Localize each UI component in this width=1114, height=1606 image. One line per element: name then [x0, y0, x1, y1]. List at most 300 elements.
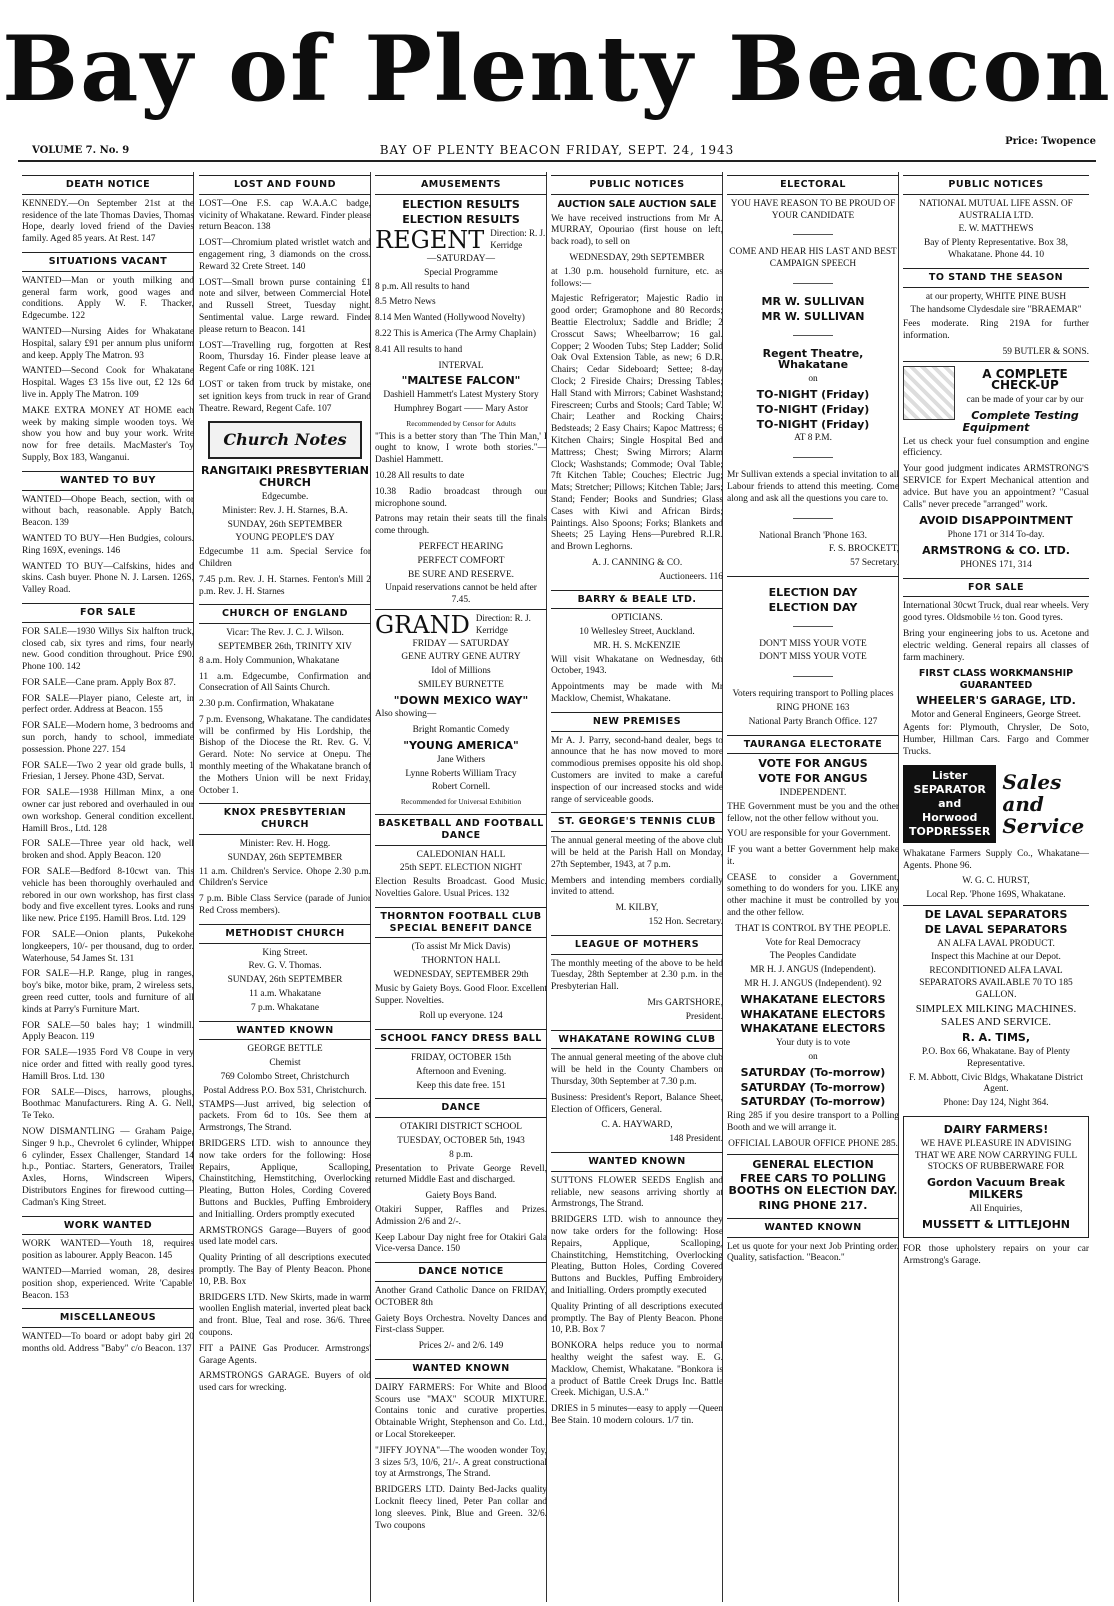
text: 7 p.m. Evensong, Whakatane. The candidates will be confirmed by His Lordship, the Bishop of the Diocese the Rt. Rev. G. V. Gerard. Note: No service at Onepu. The monthly meeting of the Whakatane branch of the Mothers Union will be next Friday, October 1. [199, 714, 371, 796]
text: Recommended for Universal Exhibition [400, 797, 522, 807]
text: The monthly meeting of the above to be held Tuesday, 28th September at 2.30 p.m. in the Presbyterian Hall. [551, 958, 723, 993]
text: Presentation to Private George Revell, returned Middle East and discharged. [375, 1163, 547, 1186]
lister-logo: Lister SEPARATOR and Horwood TOPDRESSER [903, 765, 996, 843]
text: Edgecumbe 11 a.m. Special Service for Children [199, 547, 371, 569]
ad: WANTED—To board or adopt baby girl 20 months old. Address "Baby" c/o Beacon. 137 [22, 1332, 194, 1354]
section-heading: ST. GEORGE'S TENNIS CLUB [551, 812, 723, 832]
section-heading: AMUSEMENTS [375, 175, 547, 195]
text: FREE CARS TO POLLING BOOTHS ON ELECTION DAY. [728, 1172, 898, 1198]
text: "MALTESE FALCON" [401, 374, 521, 388]
text: INDEPENDENT. [779, 787, 847, 798]
section-heading: WANTED KNOWN [375, 1359, 547, 1379]
text: COME AND HEAR HIS LAST AND BEST CAMPAIGN SPEECH [729, 247, 897, 270]
ad: FOR SALE—Bedford 8-10cwt van. This vehicle has been thoroughly overhauled and rebored in our own workshop, has first class body and five excellent tyres. Looks and runs like new. Price £195. Hamill Bros. Ltd. 129 [22, 867, 194, 925]
text: Inspect this Machine at our Depot. [931, 952, 1061, 963]
text: Music by Gaiety Boys. Good Floor. Excellent Supper. Novelties. [375, 983, 547, 1006]
text: SIMPLEX MILKING MACHINES. [915, 1002, 1077, 1015]
text: Edgecumbe. [261, 491, 309, 502]
text: 10.28 All results to date [375, 470, 465, 481]
text: President. [685, 1011, 723, 1022]
ad: WANTED—Second Cook for Whakatane Hospital. Wages £3 15s live out, £2 12s 6d live in. Apply The Matron. 109 [22, 366, 194, 400]
text: "This is a better story than 'The Thin Man,' I ought to know, I wrote both stories."—Dashiel Hammett. [375, 431, 547, 466]
text: SALES AND SERVICE. [940, 1016, 1052, 1029]
section-heading: SCHOOL FANCY DRESS BALL [375, 1029, 547, 1049]
text: Unpaid reservations cannot be held after 7.45. [385, 583, 537, 606]
text: Chemist [269, 1058, 301, 1069]
ad: FOR SALE—Player piano, Celeste art, in perfect order. Address at Beacon. 155 [22, 693, 194, 716]
section-heading: WANTED KNOWN [199, 1021, 371, 1041]
text: Otakiri Supper, Raffles and Prizes. Admission 2/6 and 2/-. [375, 1204, 547, 1227]
text: MR H. J. ANGUS (Independent). 92 [744, 979, 882, 990]
ad: ARMSTRONGS GARAGE. Buyers of old used cars for wrecking. [199, 1371, 371, 1394]
text: National Party Branch Office. 127 [748, 716, 878, 727]
text: 57 Secretary. [850, 558, 899, 569]
text: MR W. SULLIVAN [761, 294, 865, 308]
text: WHAKATANE ELECTORS [740, 1022, 886, 1036]
ad: FOR SALE—Discs, harrows, ploughs, Boothmac Manufacturers. Ring A. G. Nell, Te Teko. [22, 1087, 194, 1122]
text: 11 a.m. Whakatane [249, 989, 321, 1000]
section-heading: WHAKATANE ROWING CLUB [551, 1030, 723, 1050]
church-heading: METHODIST CHURCH [199, 924, 371, 944]
ad: NOW DISMANTLING — Graham Paige, Singer 9 h.p., Chevrolet 6 cylinder, Whippet 6 cylinder, Essex Challenger, Standard 14 h.p., Pontiac. Starters, Generators, Trailer Axles, Horns, Windscreen Wipers, Distributors Engines for firewood cutting—Cadman's King Street. [22, 1126, 194, 1208]
dairy-farmers-box [903, 1116, 1089, 1238]
text: Lynne Roberts William Tracy [405, 768, 517, 779]
text: Motor and General Engineers, George Street. [911, 709, 1081, 720]
text: ELECTION RESULTS [402, 197, 520, 211]
ad: FOR SALE—1938 Hillman Minx, a one owner car just rebored and overhauled in our own workshop. General condition excellent. Hamill Bros., Ltd. 128 [22, 788, 194, 834]
text: Gordon Vacuum Break MILKERS [927, 1176, 1065, 1201]
text: GENERAL ELECTION [727, 1154, 899, 1171]
divider [793, 283, 833, 284]
text: F. S. BROCKETT, [828, 544, 899, 555]
section-heading: WANTED KNOWN [727, 1218, 899, 1238]
ad: BRIDGERS LTD. Dainty Bed-Jacks quality Locknit fleecy lined, Peter Pan collar and long sleeves. Pink, Blue and Green. 32/6. Two coupons [375, 1485, 547, 1531]
text: at our property, WHITE PINE BUSH [925, 291, 1067, 302]
notice: KENNEDY.—On September 21st at the residence of the late Thomas Davies, Thomas Hope, dearly loved friend of the Davies family. Aged 85 years. At Rest. 147 [22, 198, 194, 245]
text: PHONES 171, 314 [960, 559, 1032, 570]
text: SATURDAY (To-morrow) [740, 1065, 886, 1079]
masthead-title: Bay of Plenty Beacon [2, 16, 1112, 122]
divider [793, 626, 833, 627]
text: Agents for: Plymouth, Chrysler, De Soto, Humber, Hillman Cars. Fargo and Commer Trucks. [903, 723, 1089, 758]
text: SEPTEMBER 26th, TRINITY XIV [218, 641, 352, 652]
text: THE Government must be you and the other fellow, not the other fellow without you. [727, 801, 899, 824]
text: E. W. MATTHEWS [958, 224, 1034, 235]
ad: WANTED TO BUY—Hen Budgies, colours. Ring 169X, evenings. 146 [22, 533, 194, 556]
text: 10 Wellesley Street, Auckland. [579, 627, 695, 638]
text: DON'T MISS YOUR VOTE [759, 652, 867, 663]
text: WHAKATANE ELECTORS [740, 992, 886, 1006]
text: The annual general meeting of the above club will be held at the Parish Hall on Monday, 27th September, 1943, at 7 p.m. [551, 836, 723, 870]
text: SUNDAY, 26th SEPTEMBER [227, 852, 343, 863]
text: C. A. HAYWARD, [601, 1120, 673, 1131]
text: BE SURE AND RESERVE. [407, 569, 515, 580]
ad: FOR SALE—Three year old hack, well broken and shod. Apply Beacon. 120 [22, 839, 194, 862]
column-lost-found-churches [199, 175, 371, 1597]
text: INTERVAL [438, 360, 484, 371]
section-heading: NEW PREMISES [551, 712, 723, 732]
text: Election Results Broadcast. Good Music. Novelties Galore. Usual Prices. 132 [375, 877, 547, 900]
divider [793, 457, 833, 458]
text: Phone 171 or 314 To-day. [947, 530, 1045, 541]
text: Recommended by Censor for Adults [406, 418, 516, 428]
text: International 30cwt Truck, dual rear wheels. Very good tyres. Oldsmobile ½ ton. Good tyres. [903, 601, 1089, 624]
text: 8.14 Men Wanted (Hollywood Novelty) [375, 313, 525, 324]
text: Special Programme [424, 267, 498, 278]
text: Dashiell Hammett's Latest Mystery Story [383, 390, 539, 401]
text: DE LAVAL SEPARATORS [903, 905, 1089, 921]
text: ARMSTRONG & CO. LTD. [922, 543, 1070, 557]
text: YOUNG PEOPLE'S DAY [235, 533, 335, 544]
text: (To assist Mr Mick Davis) [411, 942, 511, 953]
text: SATURDAY (To-morrow) [740, 1095, 886, 1109]
text: can be made of your car by our [966, 395, 1084, 406]
sales-service-text: Sales and Service [1002, 769, 1085, 838]
text: Members and intending members cordially invited to attend. [551, 875, 723, 898]
text: ELECTION RESULTS [402, 212, 520, 226]
text: OTAKIRI DISTRICT SCHOOL [400, 1122, 522, 1133]
text: Direction: R. J. Kerridge [490, 228, 546, 251]
text: Auctioneers. 116 [659, 571, 723, 582]
text: Roll up everyone. 124 [419, 1011, 503, 1022]
text: 769 Colombo Street, Christchurch [220, 1072, 350, 1083]
text: CEASE to consider a Government, something to do wonders for you. LIKE any other machine it must be controlled by you and the other fellow. [727, 872, 899, 919]
text: AUCTION SALE AUCTION SALE [557, 198, 717, 210]
text: National Branch 'Phone 163. [759, 530, 867, 541]
text: Humphrey Bogart —— Mary Astor [393, 403, 529, 414]
text: SATURDAY (To-morrow) [740, 1080, 886, 1094]
ad: FOR SALE—Onion plants, Pukekohe longkeepers, 10/- per thousand, dug to order. Waterhouse, 54 James St. 131 [22, 930, 194, 964]
text: GENE AUTRY GENE AUTRY [401, 652, 521, 663]
section-heading: FOR SALE [903, 578, 1089, 598]
section-heading: DEATH NOTICE [22, 175, 194, 195]
text: DAIRY FARMERS! [943, 1123, 1049, 1137]
section-heading: MISCELLANEOUS [22, 1308, 194, 1328]
text: W. G. C. HURST, [962, 876, 1030, 887]
grand-title: GRAND [375, 610, 470, 639]
text: Gaiety Boys Band. [425, 1191, 497, 1202]
text: Will visit Whakatane on Wednesday, 6th October, 1943. [551, 654, 723, 677]
text: RECONDITIONED ALFA LAVAL SEPARATORS AVAILABLE 70 TO 185 GALLON. [919, 966, 1073, 1000]
text: A. J. CANNING & CO. [591, 557, 683, 568]
text: Local Rep. 'Phone 169S, Whakatane. [926, 890, 1066, 901]
ad: FOR SALE—1935 Ford V8 Coupe in very nice order and fitted with really good tyres. Hamill Bros. Ltd. 130 [22, 1048, 194, 1082]
ad: BRIDGERS LTD. wish to announce they now take orders for the following: Hose Repairs, Applique, Scalloping, Chainstitching, Hemstitching, Overlocking Pleating, Button Holes, Cording Covered Buttons and Buckles, Puffing Embroidery and Initialling. Orders promptly executed [551, 1215, 723, 1296]
text: at 1.30 p.m. household furniture, etc. as follows:— [551, 266, 723, 289]
text: TUESDAY, OCTOBER 5th, 1943 [397, 1136, 525, 1146]
ad: WANTED—Nursing Aides for Whakatane Hospital, salary £91 per annum plus uniform and keep. Apply The Matron. 93 [22, 326, 194, 361]
text: Postal Address P.O. Box 531, Christchurch. [203, 1085, 367, 1096]
ad: FOR SALE—Modern home, 3 bedrooms and sun porch, handy to school, immediate possession. Phone 227. 154 [22, 721, 194, 755]
text: Let us check your fuel consumption and engine efficiency. [903, 436, 1089, 459]
text: AVOID DISAPPOINTMENT [919, 514, 1073, 528]
text: Ring 285 if you desire transport to a Polling Booth and we will arrange it. [727, 1111, 899, 1134]
text: FRIDAY — SATURDAY [412, 638, 510, 649]
text: Rev. G. V. Thomas. [248, 961, 322, 972]
ad: WANTED—Ohope Beach, section, with or without bach, reasonable. Apply Batch, Beacon. 139 [22, 494, 194, 529]
text: YOU HAVE REASON TO BE PROUD OF YOUR CANDIDATE [730, 198, 896, 221]
text: "DOWN MEXICO WAY" [393, 693, 529, 707]
text: Bright Romantic Comedy [412, 725, 510, 736]
text: R. A. TIMS, [961, 1031, 1031, 1045]
ad: ARMSTRONGS Garage—Buyers of good used late model cars. [199, 1225, 371, 1248]
text: Regent Theatre, Whakatane [762, 346, 864, 372]
divider [793, 676, 833, 677]
text: Minister: Rev. J. H. Starnes, B.A. [222, 505, 348, 516]
text: Bay of Plenty Representative. Box 38, Whakatane. Phone 44. 10 [924, 238, 1068, 260]
section-heading: FOR SALE [22, 603, 194, 623]
text: M. KILBY, [615, 903, 659, 914]
text: on [808, 1052, 818, 1063]
text: A COMPLETE CHECK-UP [982, 366, 1068, 393]
text: VOTE FOR ANGUS [758, 772, 868, 786]
text: IF you want a better Government help make it. [727, 845, 899, 867]
text: NATIONAL MUTUAL LIFE ASSN. OF AUSTRALIA LTD. [919, 198, 1073, 221]
ad: Quality Printing of all descriptions executed promptly. The Bay of Plenty Beacon. Phone 10, P.B. Box 7 [551, 1301, 723, 1336]
text: SUNDAY, 26th SEPTEMBER [227, 975, 343, 986]
regent-title: REGENT [375, 226, 485, 255]
ad: LOST—Travelling rug, forgotten at Rest Room, Thursday 16. Finder please leave at Regent Cafe or ring 108K. 121 [199, 340, 371, 375]
ad: STAMPS—Just arrived, big selection of packets. From 6d to 10s. See them at Armstrongs, The Strand. [199, 1099, 371, 1134]
church-heading: CHURCH OF ENGLAND [199, 604, 371, 624]
section-divider [727, 576, 899, 583]
text: MUSSETT & LITTLEJOHN [922, 1217, 1070, 1231]
text: Jane Withers [436, 754, 486, 765]
ad: LOST—Small brown purse containing £1 note and silver, between Commercial Hotel and Russell Street, Tuesday night. Sentimental value. Large reward. Finder please return to Beacon. 141 [199, 277, 371, 335]
text: ELECTION DAY [768, 585, 858, 599]
column-public-notices [551, 175, 723, 1597]
text: 7 p.m. Bible Class Service (parade of Junior Red Cross members). [199, 894, 371, 917]
text: TO-NIGHT (Friday) [756, 417, 870, 431]
text: THAT IS CONTROL BY THE PEOPLE. [735, 923, 891, 934]
text: Vote for Real Democracy [765, 937, 861, 948]
text: MR W. SULLIVAN [761, 309, 865, 323]
ad: FOR SALE—Two 2 year old grade bulls, 1 Friesian, 1 Jersey. Phone 43D, Servat. [22, 760, 194, 783]
section-heading: DANCE [375, 1098, 547, 1118]
text: "YOUNG AMERICA" [403, 739, 519, 753]
text: The handsome Clydesdale sire "BRAEMAR" [910, 305, 1082, 316]
column-classifieds [22, 175, 194, 1597]
text: SUNDAY, 26th SEPTEMBER [227, 519, 343, 530]
text: Vicar: The Rev. J. C. J. Wilson. [226, 628, 344, 639]
text: MR. H. S. McKENZIE [593, 640, 681, 651]
text: —SATURDAY— [427, 253, 495, 264]
text: CALEDONIAN HALL [416, 849, 506, 860]
text: OPTICIANS. [611, 613, 663, 624]
text: Appointments may be made with Mr Macklow, Chemist, Whakatane. [551, 682, 723, 705]
section-heading: BASKETBALL AND FOOTBALL DANCE [375, 814, 547, 846]
text: GEORGE BETTLE [247, 1044, 323, 1055]
ad: WANTED TO BUY—Calfskins, hides and skins. Cash buyer. Phone N. J. Larsen. 126S, Valley Road. [22, 561, 194, 596]
text: AN ALFA LAVAL PRODUCT. [937, 938, 1055, 949]
divider [793, 335, 833, 336]
ad: BRIDGERS LTD. wish to announce they now take orders for the following: Hose Repairs, Applique, Scalloping, Chainstitching, Hemstitching, Overlocking Pleating, Button Holes, Cording Covered Buttons and Buckles, Puffing Embroidery and Initialling. Orders promptly executed [199, 1139, 371, 1220]
text: 152 Hon. Secretary. [648, 917, 723, 928]
text: WEDNESDAY, 29th SEPTEMBER [569, 252, 705, 263]
text: Bring your engineering jobs to us. Acetone and electric welding. General repairs all classes of farm machinery. [903, 628, 1089, 663]
text: DON'T MISS YOUR VOTE [759, 638, 867, 649]
section-heading: WANTED KNOWN [551, 1152, 723, 1172]
text: Voters requiring transport to Polling places [732, 689, 894, 700]
text: YOU are responsible for your Government. [727, 829, 891, 840]
text: Gaiety Boys Orchestra. Novelty Dances and First-class Supper. [375, 1313, 547, 1336]
text: 8 p.m. [449, 1149, 473, 1160]
text: Complete Testing Equipment [962, 408, 1079, 434]
ad: WORK WANTED—Youth 18, requires position as labourer. Apply Beacon. 145 [22, 1239, 194, 1262]
column-public-notices-2 [903, 175, 1089, 1597]
text: WHEELER'S GARAGE, LTD. [916, 693, 1076, 707]
text: DE LAVAL SEPARATORS [924, 922, 1068, 936]
text: AT 8 P.M. [794, 433, 832, 444]
text: PERFECT HEARING [418, 541, 504, 552]
text: TO-NIGHT (Friday) [756, 387, 870, 401]
ad: BRIDGERS LTD. New Skirts, made in warm woollen English material, inverted pleat back and front. Blue, Teal and rose. 36/6. Three coupons. [199, 1292, 371, 1338]
text: Majestic Refrigerator; Majestic Radio in good order; Gramophone and 80 Records; Beattie Electrolux; Saddle and Bridle; 2 Crosscut Saws; Wheelbarrow; 16 gal. Copper; 2 Wooden Tubs; Step Ladder; Solid Oak Oval Extension Table, as new; 6 D.R. Chairs; Cedar Sideboard; Settee; 8-day Clock; 2 Fireside Chairs; Dressing Tables; Hall Stand with Mirrors; Cabinet Washstand; Firescreen; Curbs and Stools; Card Table; W. Chair; Leather and Rocking Chairs; Bedsteads; 2 Easy Chairs; Kapoc Mattress; 6 Kitchen Chairs; Single Hospital Bed and Mattress; Chest; Swing Mirrors; Alarm Clock; Washstands; Commode; Oval Table; 7ft Kitchen Table; Couches; Electric Jug; Mats; Stretcher; Pillows; Kitchen Table; Jars; Stand; Fender; Books and Sundries; Glass Cases with Kiwi and African Birds; Paintings. Also Spoons; Forks; Blankets and Sheets; 25 Laying Hens—Purebred R.I.R. and Brown Leghorns. [551, 294, 723, 553]
section-heading: SITUATIONS VACANT [22, 252, 194, 272]
text: 25th SEPT. ELECTION NIGHT [399, 863, 523, 874]
text: 10.38 Radio broadcast through our microphone sound. [375, 486, 547, 509]
text: RING PHONE 217. [758, 1199, 868, 1213]
text: The Peoples Candidate [769, 951, 857, 962]
text: ELECTION DAY [768, 600, 858, 614]
text: RING PHONE 163 [776, 702, 850, 713]
text: Mrs GARTSHORE, [647, 998, 723, 1009]
section-heading: TAURANGA ELECTORATE [727, 735, 899, 755]
text: Keep Labour Day night free for Otakiri Gala Vice-versa Dance. 150 [375, 1232, 547, 1255]
text: on [808, 374, 818, 385]
ad: FOR SALE—H.P. Range, plug in ranges, boy's bike, motor bike, pram, 2 wireless sets, green reed cutter, tools and furniture of all kinds at Parry's Furniture Mart. [22, 969, 194, 1015]
column-amusements [375, 175, 547, 1597]
section-heading: WORK WANTED [22, 1216, 194, 1236]
ad: "JIFFY JOYNA"—The wooden wonder Toy, 3 sizes 5/3, 10/6, 21/-. A great constructional toy at Armstrongs, The Strand. [375, 1445, 547, 1480]
text: OFFICIAL LABOUR OFFICE PHONE 285. [728, 1138, 898, 1149]
ad: SUTTONS FLOWER SEEDS English and reliable, new seasons arriving shortly at Armstrongs, The Strand. [551, 1175, 723, 1210]
text: VOTE FOR ANGUS [758, 757, 868, 771]
ad: BONKORA helps reduce you to normal healthy weight the safest way. E. G. Macklow, Chemist, Whakatane. "Bonkora is a product of Battle Creek Drugs Inc. Battle Creek. Michigan, U.S.A." [551, 1341, 723, 1399]
ad: LOST—One F.S. cap W.A.A.C badge, vicinity of Whakatane. Reward. Finder please return Beacon. 138 [199, 198, 371, 233]
ad: WANTED—Man or youth milking and general farm work, good wages and conditions. Apply W. F. Thacker, Edgecumbe. 122 [22, 275, 194, 322]
ad: FIT a PAINE Gas Producer. Armstrongs' Garage Agents. [199, 1343, 371, 1366]
lister-ad [903, 765, 1089, 843]
text: 7 p.m. Whakatane [250, 1002, 320, 1013]
section-heading: LOST AND FOUND [199, 175, 371, 195]
issue-date: BAY OF PLENTY BEACON FRIDAY, SEPT. 24, 1943 [379, 143, 735, 157]
text: PERFECT COMFORT [417, 555, 505, 566]
text: THORNTON HALL [421, 956, 501, 967]
section-heading: BARRY & BEALE LTD. [551, 590, 723, 610]
section-heading: THORNTON FOOTBALL CLUB SPECIAL BENEFIT DANCE [375, 907, 547, 939]
text: 8.5 Metro News [375, 297, 436, 308]
ad: MAKE EXTRA MONEY AT HOME each week by making simple wooden toys. We show you how and buy your work. Write now for free details. MacMaster's Toy Supply, Box 183, Wanganui. [22, 405, 194, 463]
text: 7.45 p.m. Rev. J. H. Starnes. Fenton's Mill 2 p.m. Rev. J. H. Starnes [199, 574, 371, 597]
text: WEDNESDAY, SEPTEMBER 29th [393, 970, 529, 981]
ad: Let us quote for your next Job Printing order. Quality, satisfaction. "Beacon." [727, 1241, 899, 1264]
ad: LOST or taken from truck by mistake, one set ignition keys from truck in rear of Grand Theatre. Reward, Regent Cafe. 107 [199, 379, 371, 414]
text: F. M. Abbott, Civic Bldgs, Whakatane District Agent. [908, 1072, 1084, 1095]
divider [793, 518, 833, 519]
text: 11 a.m. Edgecumbe, Confirmation and Consecration of All Saints Church. [199, 671, 371, 694]
text: Direction: R. J. Kerridge [475, 612, 531, 635]
ad: LOST—Chromium plated wristlet watch and engagement ring, 3 diamonds on the cross. Reward 32 Crete Street. 140 [199, 238, 371, 272]
church-notes-logo: Church Notes [208, 421, 362, 459]
ad: FOR SALE—50 bales hay; 1 windmill. Apply Beacon. 119 [22, 1020, 194, 1043]
section-heading: PUBLIC NOTICES [551, 175, 723, 195]
text: 2.30 p.m. Confirmation, Whakatane [199, 699, 334, 710]
church-heading: RANGITAIKI PRESBYTERIAN CHURCH [200, 464, 370, 490]
text: Phone: Day 124, Night 364. [943, 1098, 1049, 1109]
price: Price: Twopence [1005, 136, 1096, 147]
text: Your good judgment indicates ARMSTRONG'S SERVICE for Expert Mechanical attention and advice. But have you an appointment? "Casual Calls" never precede "arranged" work. [903, 464, 1089, 510]
dateline [18, 136, 1096, 162]
section-heading: DANCE NOTICE [375, 1262, 547, 1282]
text: Patrons may retain their seats till the finals come through. [375, 514, 547, 537]
text: P.O. Box 66, Whakatane. Bay of Plenty Representative. [921, 1047, 1071, 1069]
text: FRIDAY, OCTOBER 15th [410, 1053, 512, 1064]
ad: FOR SALE—1930 Willys Six halfton truck, closed cab, six tyres and rims, four nearly new. Good condition throughout. Price £90. Phone 100. 142 [22, 626, 194, 673]
text: We have received instructions from Mr A. MURRAY, Opouriao (first house on left, back road), to sell on [551, 213, 723, 248]
text: Idol of Millions [431, 666, 491, 677]
text: Fees moderate. Ring 219A for further information. [903, 319, 1089, 341]
text: All Enquiries, [969, 1203, 1023, 1214]
text: SMILEY BURNETTE [418, 679, 504, 690]
section-heading: WANTED TO BUY [22, 471, 194, 491]
church-heading: KNOX PRESBYTERIAN CHURCH [199, 803, 371, 835]
section-heading: TO STAND THE SEASON [903, 268, 1089, 288]
text: Mr Sullivan extends a special invitation to all Labour friends to attend this meeting. Come along and ask all the questions you care to. [727, 470, 899, 504]
text: MR H. J. ANGUS (Independent). [750, 965, 876, 976]
ad: FOR those upholstery repairs on your car Armstrong's Garage. [903, 1244, 1089, 1267]
text: Minister: Rev. H. Hogg. [239, 839, 331, 850]
text: 8.22 This is America (The Army Chaplain) [375, 328, 536, 339]
checkup-ad [903, 361, 1089, 572]
section-heading: PUBLIC NOTICES [903, 175, 1089, 195]
text: WE HAVE PLEASURE IN ADVISING THAT WE ARE NOW CARRYING FULL STOCKS OF RUBBERWARE FOR [914, 1138, 1078, 1173]
text: 8 p.m. All results to hand [375, 281, 470, 292]
text: Mr A. J. Parry, second-hand dealer, begs to announce that he has now moved to more commodious premises opposite his old shop. Customers are invited to make a careful inspection of our increased stocks and wide range of serviceable goods. [551, 735, 723, 805]
text: 8 a.m. Holy Communion, Whakatane [199, 655, 340, 666]
text: Whakatane Farmers Supply Co., Whakatane—Agents. Phone 96. [903, 848, 1089, 871]
text: 59 BUTLER & SONS. [1002, 346, 1089, 357]
ad: WANTED—Married woman, 28, desires position shop, experienced. Write 'Capable' Beacon. 153 [22, 1266, 194, 1301]
mechanic-illustration [903, 366, 955, 420]
column-electoral [727, 175, 899, 1597]
text: The annual general meeting of the above club will be held in the County Chambers on Thursday, 30th September at 7.30 p.m. [551, 1053, 723, 1087]
text: Robert Cornell. [431, 782, 491, 793]
ad: FOR SALE—Cane pram. Apply Box 87. [22, 677, 176, 688]
volume-number: VOLUME 7. No. 9 [32, 145, 130, 156]
text: FIRST CLASS WORKMANSHIP GUARANTEED [918, 668, 1074, 692]
text: 11 a.m. Children's Service. Ohope 2.30 p.m. Children's Service [199, 866, 371, 889]
text: Afternoon and Evening. [415, 1066, 507, 1077]
text: Prices 2/- and 2/6. 149 [418, 1341, 504, 1352]
section-heading: ELECTORAL [727, 175, 899, 195]
text: Another Grand Catholic Dance on FRIDAY, OCTOBER 8th [375, 1285, 547, 1308]
text: King Street. [262, 947, 308, 958]
text: WHAKATANE ELECTORS [740, 1007, 886, 1021]
text: Business: President's Report, Balance Sheet, Election of Officers, General. [551, 1092, 723, 1115]
text: 148 President. [669, 1134, 723, 1145]
text: Your duty is to vote [775, 1038, 851, 1049]
section-heading: LEAGUE OF MOTHERS [551, 935, 723, 955]
ad: DAIRY FARMERS: For White and Blood Scours use "MAX" SCOUR MIXTURE. Contains tonic and curative properties. Obtainable Wright, Stephenson and Co. Ltd., or Local Storekeeper. [375, 1382, 547, 1440]
text: TO-NIGHT (Friday) [756, 402, 870, 416]
divider [793, 234, 833, 235]
text: 8.41 All results to hand [375, 344, 463, 355]
ad: Quality Printing of all descriptions executed promptly. The Bay of Plenty Beacon. Phone 10, P.B. Box [199, 1253, 371, 1287]
text: Also showing— [375, 709, 437, 720]
text: Keep this date free. 151 [416, 1080, 506, 1091]
ad: DRIES in 5 minutes—easy to apply —Queen Bee Stain. 10 modern colours. 1/7 tin. [551, 1404, 723, 1426]
